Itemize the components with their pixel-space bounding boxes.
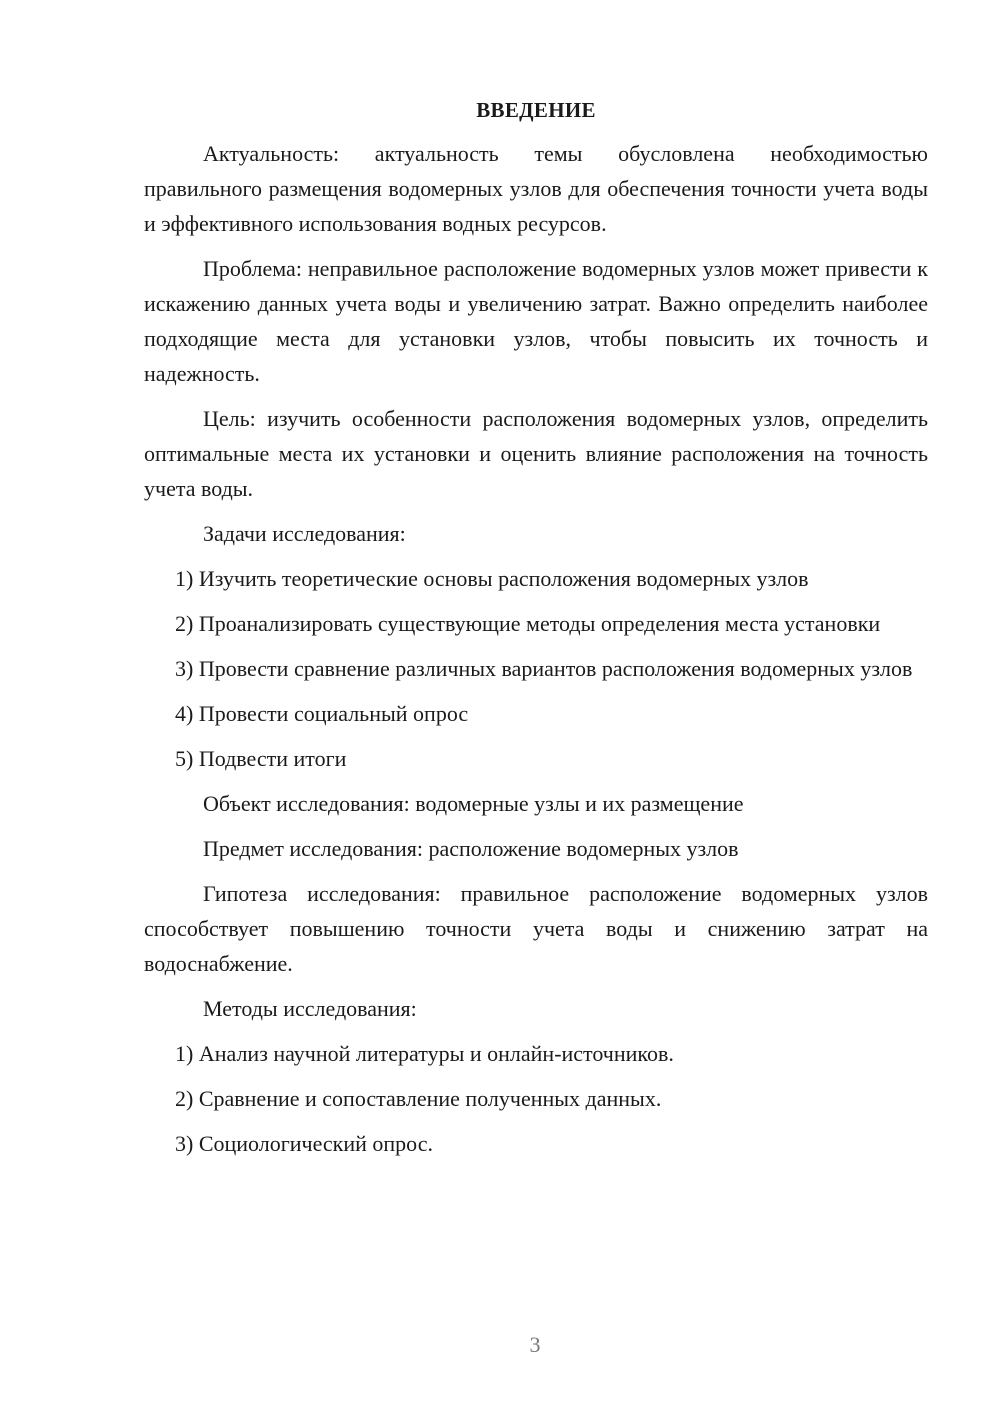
task-item-1: 1) Изучить теоретические основы расположения водомерных узлов [175, 566, 809, 591]
tasks-heading: Задачи исследования: [203, 521, 406, 546]
method-item-2: 2) Сравнение и сопоставление полученных данных. [175, 1086, 662, 1111]
page-title: ВВЕДЕНИЕ [476, 98, 596, 122]
problem-paragraph: Проблема: неправильное расположение водомерных узлов может привести к искажению данных учета воды и увеличению затрат. Важно определить наиболее подходящие места для установки узлов, чтобы повысить их точность и надежность. [144, 256, 928, 386]
relevance-paragraph: Актуальность: актуальность темы обусловлена необходимостью правильного размещения водомерных узлов для обеспечения точности учета воды и эффективного использования водных ресурсов. [144, 141, 928, 236]
method-item-3: 3) Социологический опрос. [175, 1131, 433, 1156]
hypothesis-paragraph: Гипотеза исследования: правильное расположение водомерных узлов способствует повышению точности учета воды и снижению затрат на водоснабжение. [144, 881, 928, 976]
object-paragraph: Объект исследования: водомерные узлы и их размещение [203, 791, 744, 816]
task-item-4: 4) Провести социальный опрос [175, 701, 469, 726]
methods-heading: Методы исследования: [203, 996, 417, 1021]
page-content [144, 94, 928, 1171]
task-item-5: 5) Подвести итоги [175, 746, 347, 771]
task-item-2: 2) Проанализировать существующие методы определения места установки [175, 611, 881, 636]
task-item-3: 3) Провести сравнение различных вариантов расположения водомерных узлов [175, 656, 913, 681]
page-number: 3 [529, 1332, 541, 1357]
subject-paragraph: Предмет исследования: расположение водомерных узлов [203, 836, 739, 861]
goal-paragraph: Цель: изучить особенности расположения водомерных узлов, определить оптимальные места их установки и оценить влияние расположения на точность учета воды. [144, 406, 928, 501]
method-item-1: 1) Анализ научной литературы и онлайн-источников. [175, 1041, 674, 1066]
